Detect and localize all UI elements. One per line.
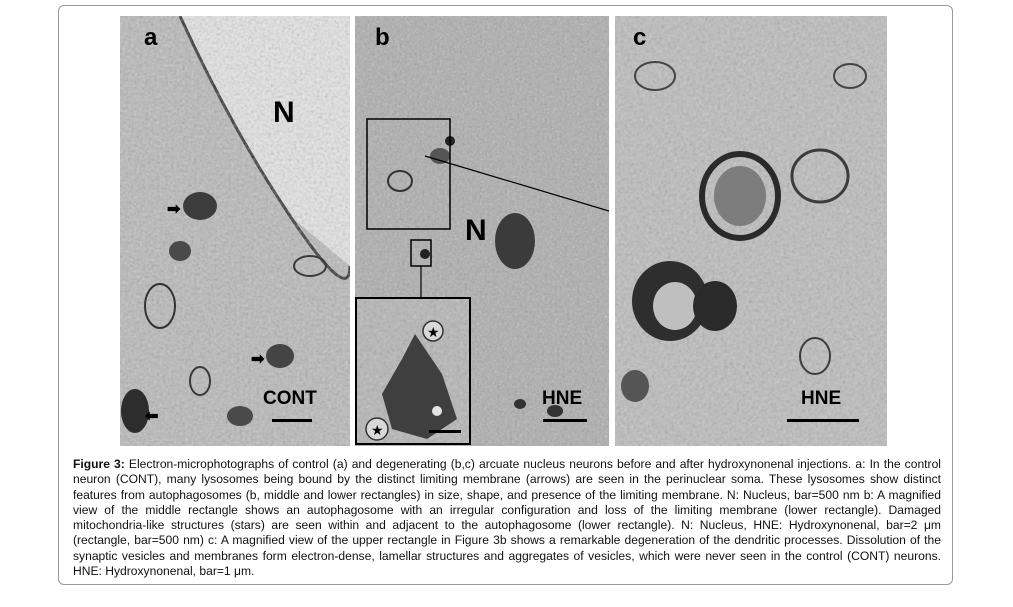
panel-a-condition-label: CONT: [263, 388, 317, 409]
panel-c-texture: [615, 16, 887, 446]
panel-b-condition-label: HNE: [542, 388, 583, 409]
panel-c-scale-bar: [787, 419, 859, 422]
panel-a-micrograph: [120, 16, 350, 446]
panel-a-texture: [120, 16, 350, 446]
panel-c-micrograph: [615, 16, 887, 446]
panel-b-letter: b: [375, 24, 390, 51]
panel-b-inset: [355, 297, 471, 445]
panel-a-letter: a: [144, 24, 158, 51]
panel-a-nucleus-label: N: [273, 96, 295, 129]
lysosome-arrow-3: ⬅: [145, 408, 159, 425]
panel-c-condition-label: HNE: [801, 388, 842, 409]
panel-b-nucleus-label: N: [465, 214, 487, 247]
panel-b-inset-scale-bar: [429, 430, 461, 433]
panel-b-scale-bar: [543, 419, 587, 422]
figure-caption: [73, 457, 941, 579]
figure-caption-text: Electron-microphotographs of control (a) and degenerating (b,c) arcuate nucleus neurons before and after hydroxynonenal injections. a: In the control neuron (CONT), many lysosomes being bound by the distinct limiting membrane (arrows) are seen in the perinuclear soma. These lysosomes show distinct features from autophagosomes (b, middle and lower rectangles) in size, shape, and presence of the limiting membrane. N: Nucleus, bar=500 nm b: A magnified view of the middle rectangle shows an autophagosome with an irregular configuration and loss of the limiting membrane (lower rectangle). Damaged mitochondria-like structures (stars) are seen within and adjacent to the autophagosome (lower rectangle). N: Nucleus, HNE: Hydroxynonenal, bar=2 μm (rectangle, bar=500 nm) c: A magnified view of the upper rectangle in Figure 3b shows a remarkable degeneration of the dendritic processes. Dissolution of the synaptic vesicles and membranes form electron-dense, lamellar structures and aggregates of vesicles, which were never seen in the control (CONT) neurons. HNE: Hydroxynonenal, bar=1 μm.: [73, 457, 941, 579]
panel-a-scale-bar: [272, 419, 312, 422]
lysosome-arrow-2: ➡: [251, 351, 265, 368]
panel-c-letter: c: [633, 24, 647, 51]
figure-caption-label: Figure 3:: [73, 457, 125, 471]
mitochondria-star-1: ★: [427, 324, 440, 340]
figure-frame: [58, 5, 953, 585]
panel-b-micrograph: [355, 16, 609, 446]
mitochondria-star-2: ★: [371, 422, 384, 438]
lysosome-arrow-1: ➡: [167, 201, 181, 218]
